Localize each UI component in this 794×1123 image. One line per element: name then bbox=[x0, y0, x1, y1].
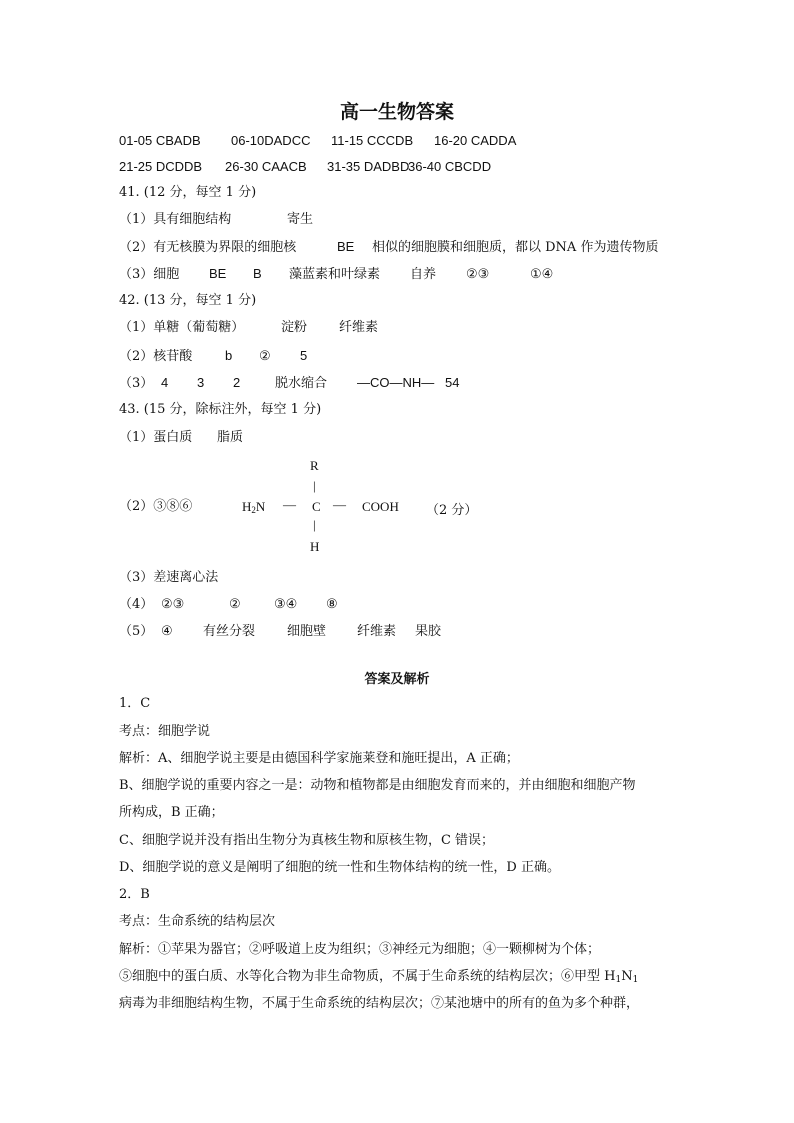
answer-text: （2）核苷酸 bbox=[119, 349, 193, 364]
q43-line-3: （3）差速离心法 bbox=[119, 570, 219, 585]
answer-text: 54 bbox=[445, 375, 460, 390]
answer-text: —CO—NH— bbox=[357, 375, 435, 390]
formula-bond-vertical: | bbox=[313, 478, 316, 493]
formula-amine-h: H bbox=[242, 499, 252, 514]
analysis-1-para: B、细胞学说的重要内容之一是：动物和植物都是由细胞发育而来的，并由细胞和细胞产物 bbox=[119, 778, 636, 793]
answer-text: （3） bbox=[119, 376, 154, 391]
answer-text: ①④ bbox=[530, 267, 554, 282]
q42-line-3 bbox=[119, 374, 459, 393]
analysis-text: N bbox=[621, 969, 633, 984]
analysis-1-para: 解析：A、细胞学说主要是由德国科学家施莱登和施旺提出，A 正确； bbox=[119, 751, 519, 766]
answer-text: ②③ bbox=[161, 597, 185, 612]
analysis-text: ⑤细胞中的蛋白质、水等化合物为非生命物质，不属于生命系统的结构层次；⑥甲型 H bbox=[119, 969, 616, 984]
formula-bond-horizontal: — bbox=[283, 497, 296, 512]
answer-group: 16-20 CADDA bbox=[434, 133, 517, 148]
q42-header: 42. (13 分，每空 1 分) bbox=[119, 293, 257, 308]
answer-text: 3 bbox=[197, 375, 205, 390]
formula-amino-group bbox=[242, 499, 265, 515]
answers-row-1 bbox=[119, 132, 516, 150]
answer-text: 2 bbox=[233, 375, 241, 390]
analysis-1-para: D、细胞学说的意义是阐明了细胞的统一性和生物体结构的统一性，D 正确。 bbox=[119, 860, 560, 875]
answer-text: （2）有无核膜为界限的细胞核 bbox=[119, 240, 297, 255]
answer-group: 26-30 CAACB bbox=[225, 159, 307, 174]
analysis-2-number: 2．B bbox=[119, 887, 150, 902]
answer-text: 寄生 bbox=[287, 212, 314, 227]
answer-text: 淀粉 bbox=[281, 320, 308, 335]
formula-amine-subscript: 2 bbox=[251, 505, 256, 515]
q43-line-2-prefix: （2）③⑧⑥ bbox=[119, 499, 193, 514]
q43-header: 43. (15 分，除标注外，每空 1 分) bbox=[119, 402, 322, 417]
answer-text: b bbox=[225, 348, 233, 363]
answer-group: 21-25 DCDDB bbox=[119, 159, 203, 174]
q41-line-1 bbox=[119, 211, 313, 229]
formula-bond-horizontal: — bbox=[333, 497, 346, 512]
analysis-1-topic: 考点：细胞学说 bbox=[119, 724, 211, 739]
answer-text: （1）具有细胞结构 bbox=[119, 212, 232, 227]
analysis-2-para: 病毒为非细胞结构生物，不属于生命系统的结构层次；⑦某池塘中的所有的鱼为多个种群， bbox=[119, 996, 640, 1011]
analysis-1-para: 所构成，B 正确； bbox=[119, 805, 224, 820]
answer-text: 自养 bbox=[410, 267, 437, 282]
answer-group: 06-10DADCC bbox=[231, 133, 311, 148]
answer-text: 有丝分裂 bbox=[203, 624, 256, 639]
answer-text: 果胶 bbox=[415, 624, 442, 639]
answer-text: （3）细胞 bbox=[119, 267, 180, 282]
formula-score-note: （2 分） bbox=[426, 503, 478, 518]
q43-line-5 bbox=[119, 623, 441, 641]
answer-group: 36-40 CBCDD bbox=[408, 159, 492, 174]
analysis-2-topic: 考点：生命系统的结构层次 bbox=[119, 914, 276, 929]
answer-text: 细胞壁 bbox=[287, 624, 327, 639]
answer-text: （5） bbox=[119, 624, 154, 639]
answer-text: 纤维素 bbox=[357, 624, 397, 639]
answer-text: 纤维素 bbox=[339, 320, 379, 335]
answer-text: ⑧ bbox=[326, 597, 338, 612]
analysis-1-number: 1．C bbox=[119, 696, 151, 711]
q43-line-4 bbox=[119, 596, 338, 614]
answer-text: 脂质 bbox=[217, 430, 244, 445]
answer-text: ③④ bbox=[274, 597, 298, 612]
q41-line-2 bbox=[119, 238, 658, 257]
answer-text: （1）蛋白质 bbox=[119, 430, 193, 445]
answer-text: 4 bbox=[161, 375, 169, 390]
answer-text: 藻蓝素和叶绿素 bbox=[289, 267, 381, 282]
page-title: 高一生物答案 bbox=[339, 101, 454, 123]
answer-text: ④ bbox=[161, 624, 173, 639]
formula-carboxyl-group: COOH bbox=[362, 499, 399, 514]
analysis-title: 答案及解析 bbox=[364, 672, 430, 687]
answer-group: 31-35 DADBD bbox=[327, 159, 410, 174]
answer-group: 01-05 CBADB bbox=[119, 133, 201, 148]
formula-h-atom: H bbox=[310, 539, 320, 554]
answer-text: 5 bbox=[300, 348, 308, 363]
answer-text: ② bbox=[229, 597, 241, 612]
answer-text: BE bbox=[337, 239, 355, 254]
answer-text: ②③ bbox=[466, 267, 490, 282]
answer-text: 脱水缩合 bbox=[275, 376, 328, 391]
analysis-2-para bbox=[119, 968, 638, 989]
answer-group: 11-15 CCCDB bbox=[331, 133, 414, 148]
q42-line-1 bbox=[119, 319, 378, 337]
answer-text: （1）单糖（葡萄糖） bbox=[119, 320, 245, 335]
q41-header: 41. (12 分，每空 1 分) bbox=[119, 185, 257, 200]
formula-central-carbon: C bbox=[312, 499, 321, 514]
answer-text: 相似的细胞膜和细胞质，都以 DNA 作为遗传物质 bbox=[372, 240, 659, 255]
answer-text: B bbox=[253, 266, 262, 281]
answers-row-2 bbox=[119, 158, 491, 176]
analysis-1-para: C、细胞学说并没有指出生物分为真核生物和原核生物，C 错误； bbox=[119, 833, 495, 848]
formula-bond-vertical: | bbox=[313, 517, 316, 532]
q41-line-3 bbox=[119, 265, 553, 284]
subscript: 1 bbox=[615, 975, 622, 985]
formula-amine-n: N bbox=[255, 499, 266, 514]
answer-text: BE bbox=[209, 266, 227, 281]
formula-r-group: R bbox=[310, 458, 319, 473]
answer-text: （4） bbox=[119, 597, 154, 612]
answer-text: ② bbox=[259, 349, 271, 364]
analysis-2-para: 解析：①苹果为器官；②呼吸道上皮为组织；③神经元为细胞；④一颗柳树为个体； bbox=[119, 942, 601, 957]
subscript: 1 bbox=[632, 975, 639, 985]
q43-line-1 bbox=[119, 429, 243, 447]
q42-line-2 bbox=[119, 347, 307, 366]
